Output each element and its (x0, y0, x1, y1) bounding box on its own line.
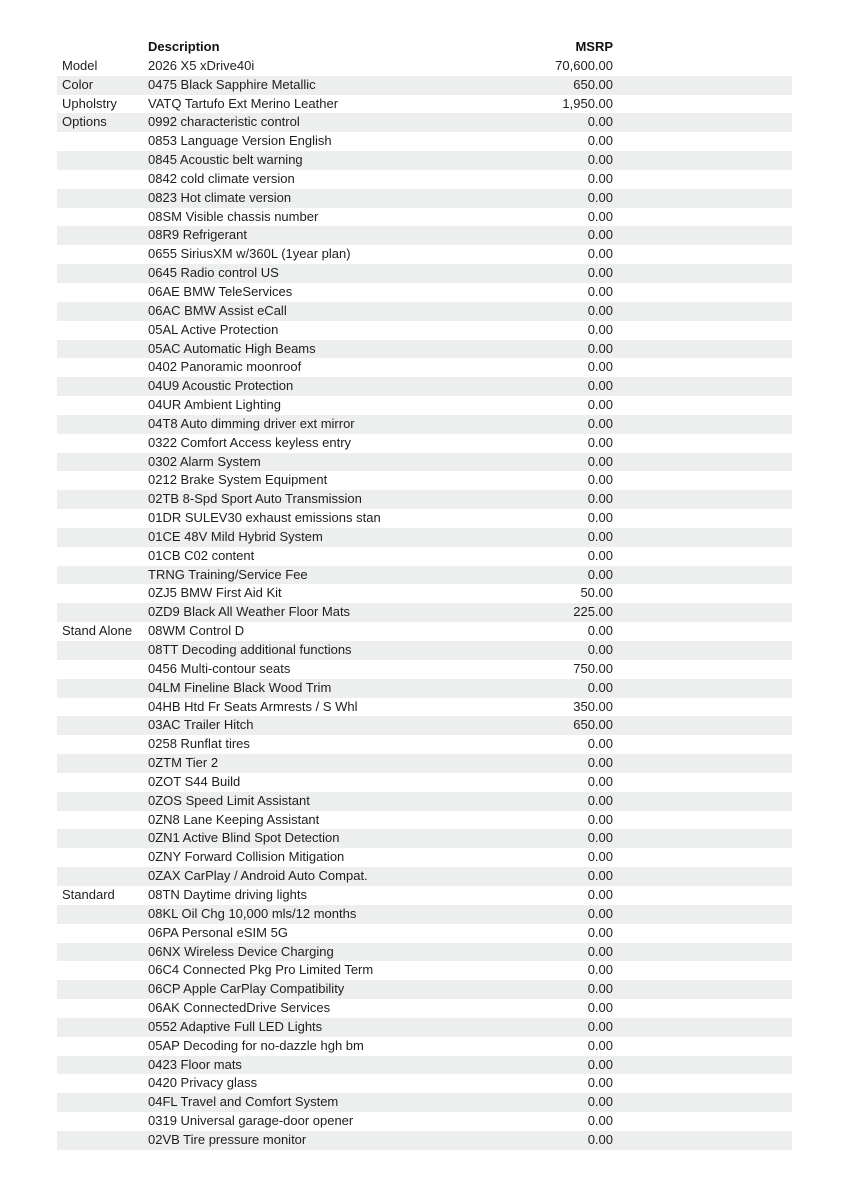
table-row (57, 716, 792, 735)
row-category (57, 980, 148, 999)
row-msrp: 50.00 (580, 585, 613, 601)
table-row (57, 1112, 792, 1131)
row-description: 08TT Decoding additional functions (148, 642, 352, 657)
row-category (57, 1018, 148, 1037)
row-msrp: 0.00 (587, 849, 613, 865)
row-filler (613, 358, 792, 377)
row-msrp: 0.00 (587, 905, 613, 921)
row-description: 0ZAX CarPlay / Android Auto Compat. (148, 868, 368, 884)
row-msrp: 0.00 (587, 265, 613, 281)
table-row (57, 698, 792, 717)
row-filler (613, 471, 792, 490)
table-row (57, 773, 792, 792)
row-filler (613, 848, 792, 867)
row-msrp: 0.00 (587, 1056, 613, 1072)
row-description: 04HB Htd Fr Seats Armrests / S Whl (148, 698, 358, 714)
row-filler (613, 792, 792, 811)
row-msrp: 0.00 (587, 321, 613, 337)
table-row (57, 302, 792, 321)
row-filler (613, 509, 792, 528)
row-filler (613, 811, 792, 830)
row-description: 0ZJ5 BMW First Aid Kit (148, 585, 282, 601)
row-description: 0ZOS Speed Limit Assistant (148, 792, 310, 808)
row-msrp: 0.00 (587, 472, 613, 488)
row-category: Color (62, 76, 94, 92)
table-row (57, 76, 792, 95)
row-msrp: 0.00 (587, 1113, 613, 1129)
row-msrp: 0.00 (587, 792, 613, 808)
row-description: 0212 Brake System Equipment (148, 472, 328, 488)
row-filler (613, 283, 792, 302)
row-category (57, 151, 148, 170)
row-description: 08SM Visible chassis number (148, 208, 319, 224)
row-category (57, 735, 148, 754)
row-category (57, 641, 148, 660)
row-category (57, 754, 148, 773)
row-filler (613, 641, 792, 660)
row-filler (613, 1131, 792, 1150)
row-msrp: 0.00 (587, 1000, 613, 1016)
row-filler (613, 829, 792, 848)
table-row (57, 57, 792, 76)
row-description: 0475 Black Sapphire Metallic (148, 76, 316, 92)
row-msrp: 0.00 (587, 208, 613, 224)
row-category (57, 905, 148, 924)
table-body (57, 57, 792, 1150)
table-row (57, 905, 792, 924)
row-description: 2026 X5 xDrive40i (148, 57, 255, 73)
row-filler (613, 1093, 792, 1112)
table-row (57, 1018, 792, 1037)
row-category (57, 1131, 148, 1150)
row-description: 08TN Daytime driving lights (148, 886, 307, 902)
row-msrp: 0.00 (587, 755, 613, 771)
row-category (57, 396, 148, 415)
row-msrp: 350.00 (573, 698, 613, 714)
row-msrp: 0.00 (587, 302, 613, 318)
row-filler (613, 943, 792, 962)
row-msrp: 650.00 (573, 717, 613, 733)
row-msrp: 0.00 (587, 1075, 613, 1091)
row-category (57, 264, 148, 283)
row-msrp: 0.00 (587, 642, 613, 657)
table-row (57, 1056, 792, 1075)
row-category (57, 1056, 148, 1075)
row-filler (613, 716, 792, 735)
table-row (57, 245, 792, 264)
row-description: 04T8 Auto dimming driver ext mirror (148, 415, 355, 431)
row-category (57, 1074, 148, 1093)
row-category: Upholstry (62, 95, 117, 111)
row-description: 0645 Radio control US (148, 265, 279, 281)
row-description: 0992 characteristic control (148, 114, 300, 130)
table-row (57, 358, 792, 377)
row-msrp: 0.00 (587, 397, 613, 413)
row-msrp: 0.00 (587, 528, 613, 544)
row-filler (613, 584, 792, 603)
table-row (57, 170, 792, 189)
row-category (57, 584, 148, 603)
filler-column-header (613, 38, 792, 57)
row-msrp: 0.00 (587, 830, 613, 846)
table-row (57, 95, 792, 114)
row-filler (613, 245, 792, 264)
table-row (57, 924, 792, 943)
row-description: TRNG Training/Service Fee (148, 566, 308, 582)
row-filler (613, 754, 792, 773)
row-msrp: 0.00 (587, 434, 613, 450)
table-row (57, 490, 792, 509)
table-row (57, 547, 792, 566)
row-filler (613, 1074, 792, 1093)
table-row (57, 151, 792, 170)
row-filler (613, 340, 792, 359)
row-filler (613, 113, 792, 132)
table-row (57, 622, 792, 641)
row-filler (613, 415, 792, 434)
row-msrp: 750.00 (573, 660, 613, 676)
row-category (57, 1093, 148, 1112)
row-filler (613, 528, 792, 547)
table-row (57, 1131, 792, 1150)
row-filler (613, 189, 792, 208)
row-category (57, 547, 148, 566)
row-description: 06CP Apple CarPlay Compatibility (148, 981, 345, 997)
row-category (57, 528, 148, 547)
row-category (57, 170, 148, 189)
row-msrp: 0.00 (587, 415, 613, 431)
table-row (57, 340, 792, 359)
table-row (57, 848, 792, 867)
row-category (57, 943, 148, 962)
row-msrp: 0.00 (587, 359, 613, 375)
row-filler (613, 905, 792, 924)
row-msrp: 0.00 (587, 453, 613, 469)
header-row (57, 38, 792, 57)
table-row (57, 980, 792, 999)
table-row (57, 961, 792, 980)
row-filler (613, 321, 792, 340)
row-filler (613, 660, 792, 679)
row-msrp: 0.00 (587, 962, 613, 978)
row-category (57, 867, 148, 886)
row-description: 05AP Decoding for no-dazzle hgh bm (148, 1037, 364, 1053)
row-category (57, 377, 148, 396)
row-description: 0ZOT S44 Build (148, 773, 241, 789)
row-filler (613, 170, 792, 189)
row-description: 0ZNY Forward Collision Mitigation (148, 849, 345, 865)
row-description: 06NX Wireless Device Charging (148, 943, 334, 959)
row-msrp: 0.00 (587, 773, 613, 789)
table-row (57, 679, 792, 698)
row-filler (613, 1018, 792, 1037)
row-filler (613, 1037, 792, 1056)
table-row (57, 886, 792, 905)
row-msrp: 0.00 (587, 491, 613, 507)
row-description: 0302 Alarm System (148, 453, 261, 469)
row-msrp: 1,950.00 (562, 95, 613, 111)
row-description: 0552 Adaptive Full LED Lights (148, 1018, 323, 1034)
row-description: 02VB Tire pressure monitor (148, 1131, 307, 1147)
table-row (57, 471, 792, 490)
row-description: 0655 SiriusXM w/360L (1year plan) (148, 246, 351, 262)
row-description: 0ZN1 Active Blind Spot Detection (148, 830, 340, 846)
row-msrp: 0.00 (587, 736, 613, 752)
table-row (57, 829, 792, 848)
row-filler (613, 886, 792, 905)
row-category (57, 340, 148, 359)
row-category (57, 1037, 148, 1056)
row-filler (613, 980, 792, 999)
row-description: 04FL Travel and Comfort System (148, 1094, 339, 1110)
row-msrp: 225.00 (573, 604, 613, 620)
row-filler (613, 1112, 792, 1131)
table-row (57, 453, 792, 472)
table-row (57, 226, 792, 245)
table-row (57, 283, 792, 302)
row-category (57, 848, 148, 867)
row-category (57, 189, 148, 208)
table-row (57, 792, 792, 811)
row-msrp: 0.00 (587, 189, 613, 205)
row-category (57, 490, 148, 509)
table-row (57, 943, 792, 962)
row-category (57, 471, 148, 490)
row-description: 06AC BMW Assist eCall (148, 302, 287, 318)
table-row (57, 528, 792, 547)
row-category (57, 566, 148, 585)
row-filler (613, 76, 792, 95)
row-description: 0ZN8 Lane Keeping Assistant (148, 811, 320, 827)
table-row (57, 1074, 792, 1093)
row-category (57, 226, 148, 245)
row-msrp: 0.00 (587, 1094, 613, 1110)
row-msrp: 0.00 (587, 811, 613, 827)
table-row (57, 811, 792, 830)
row-description: 03AC Trailer Hitch (148, 717, 254, 733)
table-row (57, 1037, 792, 1056)
row-msrp: 0.00 (587, 924, 613, 940)
row-category (57, 924, 148, 943)
table-row (57, 132, 792, 151)
row-category (57, 679, 148, 698)
row-description: 06AE BMW TeleServices (148, 283, 293, 299)
row-msrp: 0.00 (587, 547, 613, 563)
row-category (57, 811, 148, 830)
table-row (57, 867, 792, 886)
row-description: 04UR Ambient Lighting (148, 397, 281, 413)
row-category (57, 283, 148, 302)
table-row (57, 509, 792, 528)
row-description: 0845 Acoustic belt warning (148, 152, 303, 168)
row-category (57, 999, 148, 1018)
row-category (57, 321, 148, 340)
table-row (57, 1093, 792, 1112)
row-description: 05AC Automatic High Beams (148, 340, 316, 356)
row-description: 0ZTM Tier 2 (148, 755, 219, 771)
vehicle-order-sheet (57, 38, 792, 1150)
table-row (57, 208, 792, 227)
row-category (57, 698, 148, 717)
row-msrp: 0.00 (587, 340, 613, 356)
table-row (57, 566, 792, 585)
row-msrp: 0.00 (587, 1018, 613, 1034)
row-msrp: 0.00 (587, 886, 613, 902)
row-filler (613, 1056, 792, 1075)
row-description: 0ZD9 Black All Weather Floor Mats (148, 604, 351, 620)
row-description: 0420 Privacy glass (148, 1075, 258, 1091)
table-row (57, 396, 792, 415)
table-row (57, 189, 792, 208)
row-msrp: 0.00 (587, 566, 613, 582)
row-description: 0842 cold climate version (148, 170, 295, 186)
row-filler (613, 679, 792, 698)
row-description: 0258 Runflat tires (148, 736, 250, 752)
row-filler (613, 302, 792, 321)
row-description: 0423 Floor mats (148, 1056, 242, 1072)
row-filler (613, 622, 792, 641)
row-filler (613, 453, 792, 472)
row-filler (613, 226, 792, 245)
row-description: 04U9 Acoustic Protection (148, 378, 294, 394)
table-row (57, 999, 792, 1018)
row-msrp: 0.00 (587, 378, 613, 394)
row-category (57, 358, 148, 377)
row-msrp: 0.00 (587, 133, 613, 149)
row-msrp: 0.00 (587, 170, 613, 186)
row-category (57, 415, 148, 434)
row-filler (613, 924, 792, 943)
row-msrp: 0.00 (587, 114, 613, 130)
row-description: 01CE 48V Mild Hybrid System (148, 528, 323, 544)
row-category (57, 829, 148, 848)
table-row (57, 754, 792, 773)
row-filler (613, 377, 792, 396)
row-description: 02TB 8-Spd Sport Auto Transmission (148, 491, 362, 507)
options-table (57, 38, 792, 1150)
row-description: 04LM Fineline Black Wood Trim (148, 679, 332, 695)
row-msrp: 0.00 (587, 868, 613, 884)
row-msrp: 0.00 (587, 679, 613, 695)
table-row (57, 735, 792, 754)
row-filler (613, 773, 792, 792)
row-description: 06PA Personal eSIM 5G (148, 924, 288, 940)
row-filler (613, 961, 792, 980)
row-filler (613, 735, 792, 754)
row-msrp: 650.00 (573, 76, 613, 92)
table-row (57, 641, 792, 660)
row-description: 01CB C02 content (148, 547, 255, 563)
row-description: 0322 Comfort Access keyless entry (148, 434, 352, 450)
row-category: Stand Alone (62, 623, 133, 639)
row-msrp: 0.00 (587, 623, 613, 639)
row-description: 06C4 Connected Pkg Pro Limited Term (148, 962, 374, 978)
row-filler (613, 698, 792, 717)
table-row (57, 434, 792, 453)
row-category (57, 792, 148, 811)
row-msrp: 0.00 (587, 943, 613, 959)
row-msrp: 0.00 (587, 152, 613, 168)
row-filler (613, 490, 792, 509)
row-filler (613, 603, 792, 622)
row-msrp: 0.00 (587, 1131, 613, 1147)
table-row (57, 660, 792, 679)
row-description: 06AK ConnectedDrive Services (148, 1000, 331, 1016)
row-filler (613, 396, 792, 415)
msrp-column-header: MSRP (575, 39, 613, 54)
table-row (57, 113, 792, 132)
row-category (57, 1112, 148, 1131)
row-filler (613, 547, 792, 566)
row-filler (613, 434, 792, 453)
category-column-header (57, 38, 148, 57)
row-filler (613, 867, 792, 886)
row-category (57, 434, 148, 453)
row-description: 05AL Active Protection (148, 321, 279, 337)
row-msrp: 0.00 (587, 1037, 613, 1053)
row-filler (613, 132, 792, 151)
table-row (57, 584, 792, 603)
row-category (57, 660, 148, 679)
row-filler (613, 566, 792, 585)
row-category (57, 302, 148, 321)
row-category (57, 716, 148, 735)
row-filler (613, 95, 792, 114)
row-category: Options (62, 114, 107, 130)
row-description: 08WM Control D (148, 623, 245, 639)
row-description: 0402 Panoramic moonroof (148, 359, 302, 375)
row-description: 01DR SULEV30 exhaust emissions stan (148, 510, 381, 526)
row-description: 0853 Language Version English (148, 133, 332, 149)
row-description: 0823 Hot climate version (148, 189, 292, 205)
row-msrp: 0.00 (587, 246, 613, 262)
row-category (57, 132, 148, 151)
row-category (57, 453, 148, 472)
row-description: 08R9 Refrigerant (148, 227, 247, 243)
row-msrp: 0.00 (587, 227, 613, 243)
table-row (57, 415, 792, 434)
row-category: Standard (62, 886, 115, 902)
row-category (57, 961, 148, 980)
row-filler (613, 999, 792, 1018)
row-category (57, 509, 148, 528)
row-description: VATQ Tartufo Ext Merino Leather (148, 95, 339, 111)
row-category: Model (62, 57, 98, 73)
row-category (57, 245, 148, 264)
table-row (57, 321, 792, 340)
row-filler (613, 151, 792, 170)
row-category (57, 773, 148, 792)
row-description: 0319 Universal garage-door opener (148, 1113, 354, 1129)
row-filler (613, 57, 792, 76)
row-filler (613, 208, 792, 227)
row-msrp: 0.00 (587, 283, 613, 299)
row-msrp: 0.00 (587, 981, 613, 997)
row-description: 0456 Multi-contour seats (148, 660, 291, 676)
row-msrp: 0.00 (587, 510, 613, 526)
row-category (57, 208, 148, 227)
row-category (57, 603, 148, 622)
row-description: 08KL Oil Chg 10,000 mls/12 months (148, 905, 357, 921)
description-column-header: Description (148, 39, 220, 54)
row-msrp: 70,600.00 (555, 57, 613, 73)
table-row (57, 264, 792, 283)
row-filler (613, 264, 792, 283)
table-row (57, 603, 792, 622)
table-row (57, 377, 792, 396)
